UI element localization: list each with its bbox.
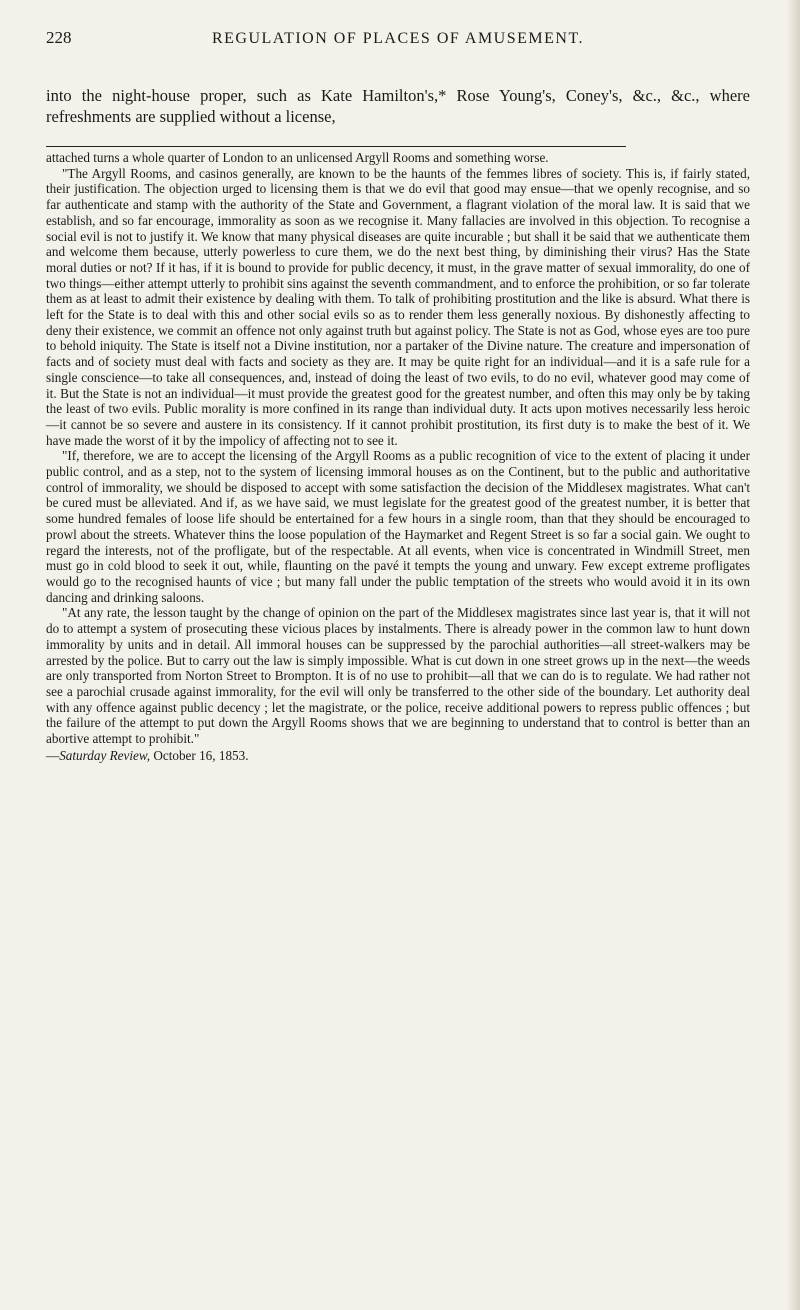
source-date: October 16, 1853. [150, 747, 249, 763]
page-rule [46, 146, 626, 147]
paragraph-3: "If, therefore, we are to accept the licensing of the Argyll Rooms as a public recognition of vice to the extent of placing it under public control, and as a step, not to the system of licensing immoral houses as on the Continent, but to the public and authoritative control of immorality, we should be disposed to accept with some satisfaction the decision of the Middlesex magistrates. What can't be cured must be alleviated. And if, as we have said, we must legislate for the greatest good of the greatest number, it is better that some hundred females of loose life should be entertained for a few hours in a single room, than that they should be encouraged to prowl about the streets. Whatever thins the loose population of the Haymarket and Regent Street is so far a social gain. We ought to regard the interests, not of the profligate, but of the respectable. At all events, when vice is concentrated in Windmill Street, men must go in cold blood to seek it out, while, flaunting on the pavé it tempts the young and unwary. Few except extreme profligates would go to the recognised haunts of vice ; but many fall under the public temptation of the streets who would avoid it in its own dancing and drinking saloons. [46, 448, 750, 605]
intro-paragraph: into the night-house proper, such as Kate Hamilton's,* Rose Young's, Coney's, &c., &c., where refreshments are supplied without a license, [46, 86, 750, 126]
paragraph-4: "At any rate, the lesson taught by the change of opinion on the part of the Middlesex magistrates since last year is, that it will not do to attempt a system of prosecuting these vicious places by instalments. There is already power in the common law to hunt down immorality by units and in detail. All immoral houses can be suppressed by the parochial authorities—all street-walkers may be arrested by the police. But to carry out the law is simply impossible. What is cut down in one street grows up in the next—the weeds are only transported from Norton Street to Brompton. It is of no use to prohibit—all that we can do is to regulate. We had rather not see a parochial crusade against immorality, for the evil will only be transferred to the other side of the boundary. Let authority deal with any offence against public decency ; let the magistrate, or the police, receive additional powers to repress public offences ; but the failure of the attempt to put down the Argyll Rooms shows that we are beginning to understand that to control is better than an abortive attempt to prohibit." [46, 605, 750, 747]
source-publication: Saturday Review, [59, 747, 151, 763]
quoted-article [46, 150, 750, 763]
page-header [46, 28, 750, 58]
page-number: 228 [46, 28, 72, 47]
source-citation [46, 748, 750, 764]
source-dash: — [46, 747, 60, 763]
paragraph-1: attached turns a whole quarter of London to an unlicensed Argyll Rooms and something worse. [46, 150, 549, 165]
running-head: REGULATION OF PLACES OF AMUSEMENT. [211, 30, 585, 47]
page-edge-shadow [786, 0, 800, 1310]
paragraph-2: "The Argyll Rooms, and casinos generally, are known to be the haunts of the femmes libres of society. This is, if fairly stated, their justification. The objection urged to licensing them is that we do evil that good may ensue—that we openly recognise, and so far authenticate and stamp with the authority of the State and Government, a flagrant violation of the moral law. It is said that we establish, and so far encourage, immorality as soon as we recognise it. Many fallacies are involved in this objection. To recognise a social evil is not to justify it. We know that many physical diseases are quite incurable ; but shall it be said that we authenticate them and welcome them because, utterly powerless to cure them, we do the next best thing, by diminishing their virus? Has the State moral duties or not? If it has, if it is bound to provide for public decency, it must, in the grave matter of sexual immorality, do one of two things—either attempt utterly to prohibit sins against the seventh commandment, and to enforce the prohibition, or so far tolerate them as at least to admit their existence by dealing with them. To talk of prohibiting prostitution and the like is absurd. What there is left for the State is to deal with this and other social evils so as to render them less generally noxious. By dishonestly affecting to deny their existence, we commit an offence not only against truth but against policy. The State is not as God, whose eyes are too pure to behold iniquity. The State is itself not a Divine institution, nor a partaker of the Divine nature. The creature and impersonation of facts and of society must deal with facts and society as they are. It may be quite right for an individual—and it is a safe rule for a single conscience—to take all consequences, and, instead of doing the least of two evils, to do no evil, whatever good may come of it. But the State is not an individual—it must provide the greatest good for the greatest number, and often this may only be by taking the least of two evils. Public morality is more confined in its range than individual duty. It acts upon motives necessarily less heroic—it cannot be so severe and austere in its consistency. If it cannot prohibit prostitution, its first duty is to make the best of it. We have made the worst of it by the impolicy of affecting not to see it. [46, 165, 750, 448]
